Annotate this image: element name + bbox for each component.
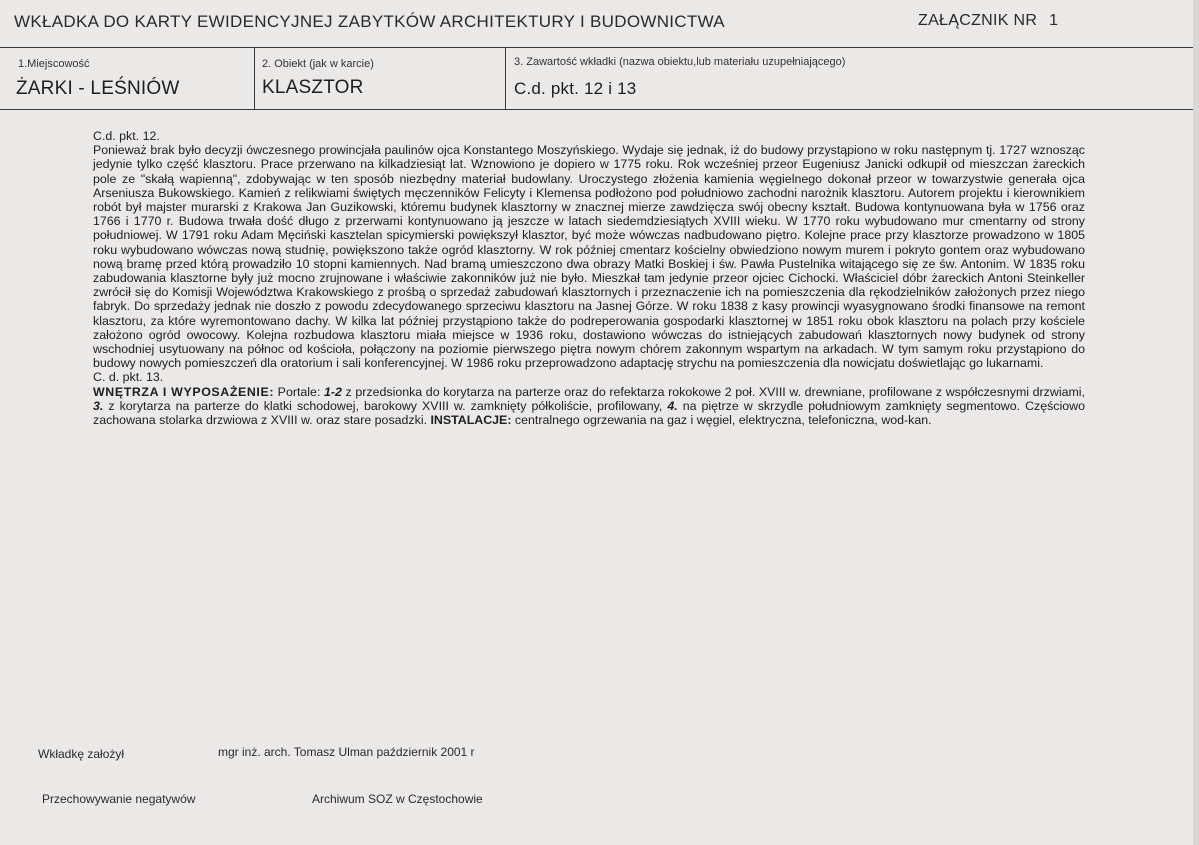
field-divider-2 — [505, 47, 506, 110]
negatives-storage-value: Archiwum SOZ w Częstochowie — [312, 792, 483, 806]
content-value: C.d. pkt. 12 i 13 — [514, 79, 637, 98]
place-label: 1.Miejscowość — [18, 58, 90, 70]
founded-by-label: Wkładkę założył — [38, 747, 125, 761]
portal-number-1-2: 1-2 — [324, 384, 342, 399]
place-value: ŻARKI - LEŚNIÓW — [16, 78, 180, 99]
header-top-rule — [0, 47, 1199, 48]
section-13-text-part-5: centralnego ogrzewania na gaz i węgiel, elektryczna, telefoniczna, wod-kan. — [511, 413, 932, 428]
object-value: KLASZTOR — [262, 77, 364, 98]
section-13-text-part-4: na piętrze w skrzydle południowym zamknięty segmentowo. Częściowo zachowana stolarka drzwiowa z XVIII w. oraz stare posadzki. — [93, 398, 1085, 428]
content-body — [93, 129, 1085, 427]
section-13-text-part-3: z korytarza na parterze do klatki schodowej, barokowy XVIII w. zamknięty półkoliście, profilowany, — [103, 398, 668, 413]
negatives-storage-label: Przechowywanie negatywów — [42, 792, 196, 806]
annex-number: 1 — [1049, 12, 1059, 29]
section-12-label: C.d. pkt. 12. — [93, 129, 160, 143]
object-label: 2. Obiekt (jak w karcie) — [262, 58, 374, 70]
section-13-text-part-2: z przedsionka do korytarza na parterze oraz do refektarza rokokowe 2 poł. XVIII w. drewniane, profilowane z współczesnymi drzwiami, — [341, 384, 1085, 399]
section-12-text: Ponieważ brak było decyzji ówczesnego prowincjała paulinów ojca Konstantego Moszyńskiego. Wydaje się jednak, iż do budowy przystąpiono w roku następnym tj. 1727 wznosząc jedynie tylko część klasztoru. Prace przerwano na kilkadziesiąt lat. Wznowiono je dopiero w 1775 roku. Rok wcześniej przeor Eugeniusz Janicki odkupił od mieszczan żareckich pole ze "skałą wapienną", zdobywając w ten sposób niezbędny materiał budowlany. Uroczystego złożenia kamienia węgielnego dokonał przeor w towarzystwie generała ojca Arseniusza Bukowskiego. Kamień z relikwiami świętych męczenników Felicyty i Klemensa podłożono pod południowo zachodni narożnik klasztoru. Autorem projektu i kierownikiem robót był majster murarski z Krakowa Jan Guzikowski, któremu budynek klasztorny w znacznej mierze zawdzięcza swój obecny kształt. Budowa kontynuowana była w 1756 oraz 1766 i 1770 r. Budowa trwała dość długo z przerwami kontynuowano ją jeszcze w latach siedemdziesiątych XVIII wieku. W 1770 roku wybudowano mur cmentarny od strony południowej. W 1791 roku Adam Męciński kasztelan spicymierski powiększył klasztor, być może wówczas nadbudowano piętro. Kolejne prace przy klasztorze prowadzono w 1805 roku wybudowano wówczas nową studnię, powiększono także ogród klasztorny. W rok później cmentarz kościelny obwiedziono nowym murem i pokryto gontem oraz wybudowano nową bramę przed którą prowadziło 10 stopni kamiennych. Nad bramą umieszczono dwa obrazy Matki Boskiej i św. Pawła Pustelnika witającego się ze św. Antonim. W 1835 roku zabudowania klasztorne były już mocno zrujnowane i właściwie zakonników już nie było. Mieszkał tam jedynie przeor ojciec Cichocki. Właściciel dóbr żareckich Antoni Steinkeller zwrócił się do Komisji Województwa Krakowskiego z prośbą o sprzedaż zabudowań klasztornych i przeznaczenie ich na pomieszczenia dla rękodzielników założonych przez niego fabryk. Do sprzedaży jednak nie doszło z powodu zdecydowanego sprzeciwu klasztoru na Jasnej Górze. W roku 1838 z kasy prowincji wyasygnowano środki finansowe na remont klasztoru, za które wyremontowano dachy. W kilka lat później przystąpiono także do podreperowania gospodarki klasztornej w 1851 roku obok klasztoru na polach przy kościele założono ogród owocowy. Kolejna rozbudowa klasztoru miała miejsce w 1936 roku, dostawiono wówczas do istniejących zabudowań klasztornych nowy budynek od strony wschodniej usytuowany na północ od kościoła, połączony na poziomie pierwszego piętra nowym chórem zakonnym wspartym na arkadach. W tym samym roku przystąpiono do budowy nowych pomieszczeń dla oratorium i sali konferencyjnej. W 1986 roku przeprowadzono adaptację strychu na pomieszczenia dla nowicjatu doświetlając go lukarnami. — [93, 143, 1085, 371]
card-edge — [1193, 0, 1199, 845]
section-13-label: C. d. pkt. 13. — [93, 370, 164, 385]
field-divider-1 — [254, 47, 255, 110]
section-13-text — [93, 385, 1085, 428]
section-13-text-part-1: Portale: — [274, 384, 325, 399]
form-title: WKŁADKA DO KARTY EWIDENCYJNEJ ZABYTKÓW ARCHITEKTURY I BUDOWNICTWA — [14, 12, 725, 31]
installations-heading: INSTALACJE: — [430, 413, 512, 428]
content-label: 3. Zawartość wkładki (nazwa obiektu,lub materiału uzupełniającego) — [514, 56, 846, 68]
portal-number-3: 3. — [93, 398, 104, 413]
founded-by-value: mgr inż. arch. Tomasz Ulman październik 2001 r — [218, 745, 475, 759]
header-bottom-rule — [0, 109, 1199, 110]
annex-label — [918, 12, 1058, 30]
portal-number-4: 4. — [667, 398, 678, 413]
annex-text: ZAŁĄCZNIK NR — [918, 12, 1038, 29]
interiors-heading: WNĘTRZA I WYPOSAŻENIE: — [93, 384, 275, 399]
